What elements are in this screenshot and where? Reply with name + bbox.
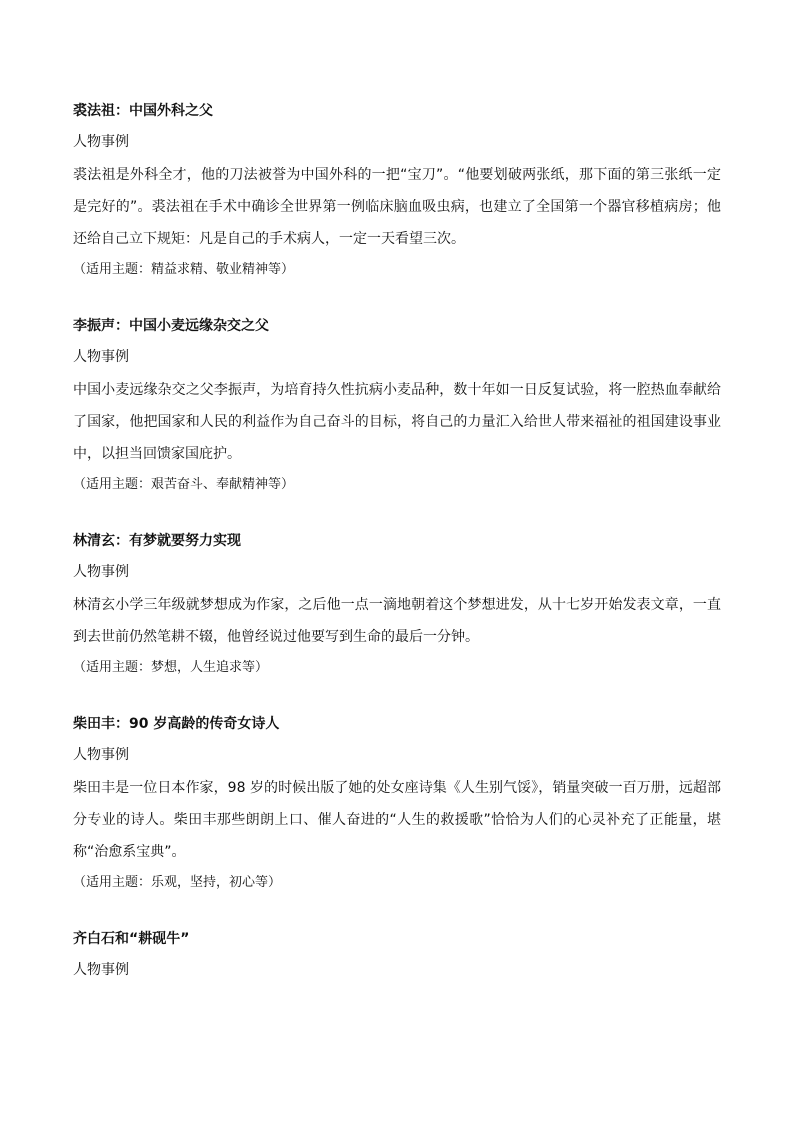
entry-topic: （适用主题：艰苦奋斗、奉献精神等） [73, 477, 295, 492]
entry-topic: （适用主题：梦想，人生追求等） [73, 660, 269, 675]
entry-shibata-toyo [73, 713, 721, 894]
entry-li-zhensheng [73, 315, 721, 496]
entry-title: 齐白石和“耕砚牛” [73, 931, 190, 947]
entry-lin-qingxuan [73, 530, 721, 679]
entry-title: 李振声：中国小麦远缘杂交之父 [73, 318, 269, 334]
entry-label: 人物事例 [73, 564, 129, 580]
entry-qiu-fazu [73, 100, 721, 281]
entry-title: 林清玄：有梦就要努力实现 [73, 533, 241, 549]
entry-label: 人物事例 [73, 349, 129, 365]
entry-label: 人物事例 [73, 962, 129, 978]
entry-title: 裘法祖：中国外科之父 [73, 103, 213, 119]
entry-title: 柴田丰：90 岁高龄的传奇女诗人 [73, 716, 280, 732]
entry-body: 裘法祖是外科全才，他的刀法被誉为中国外科的一把“宝刀”。“他要划破两张纸，那下面的第三张纸一定是完好的”。裘法祖在手术中确诊全世界第一例临床脑血吸虫病，也建立了全国第一个器官移植病房；他还给自己立下规矩：凡是自己的手术病人，一定一天看望三次。 [73, 167, 721, 247]
entry-body: 中国小麦远缘杂交之父李振声，为培育持久性抗病小麦品种，数十年如一日反复试验，将一腔热血奉献给了国家，他把国家和人民的利益作为自己奋斗的目标，将自己的力量汇入给世人带来福祉的祖国建设事业中，以担当回馈家国庇护。 [73, 382, 721, 462]
entry-topic: （适用主题：精益求精、敬业精神等） [73, 262, 295, 277]
entry-body: 林清玄小学三年级就梦想成为作家，之后他一点一滴地朝着这个梦想进发，从十七岁开始发表文章，一直到去世前仍然笔耕不辍，他曾经说过他要写到生命的最后一分钟。 [73, 597, 721, 645]
entry-topic: （适用主题：乐观，坚持，初心等） [73, 875, 282, 890]
entry-label: 人物事例 [73, 134, 129, 150]
entry-label: 人物事例 [73, 747, 129, 763]
entry-body: 柴田丰是一位日本作家，98 岁的时候出版了她的处女座诗集《人生别气馁》，销量突破一百万册，远超部分专业的诗人。柴田丰那些朗朗上口、催人奋进的“人生的救援歌”恰恰为人们的心灵补充了正能量，堪称“治愈系宝典”。 [73, 780, 721, 860]
entry-qi-baishi [73, 928, 721, 981]
